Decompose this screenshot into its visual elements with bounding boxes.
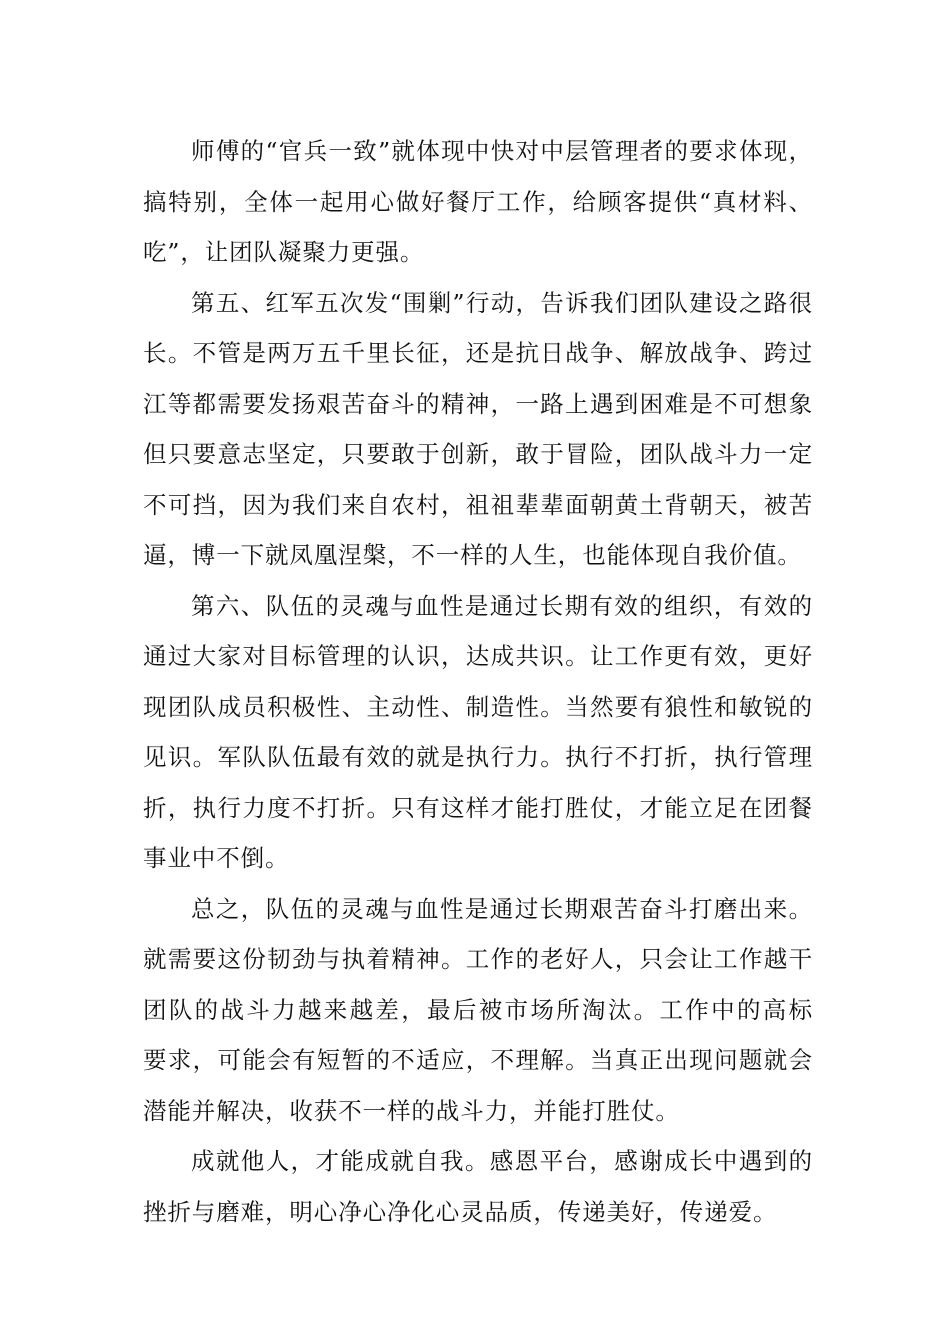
paragraph-4-line-4: 要求，可能会有短暂的不适应，不理解。当真正出现问题就会 [143,1046,813,1074]
paragraph-2-line-5: 不可挡，因为我们来自农村，祖祖辈辈面朝黄土背朝天，被苦 [143,490,813,519]
paragraph-3-line-1: 第六、队伍的灵魂与血性是通过长期有效的组织，有效的 [191,591,813,620]
paragraph-4-line-3: 团队的战斗力越来越差，最后被市场所淘汰。工作中的高标 [143,995,813,1024]
paragraph-2-line-2: 长。不管是两万五千里长征，还是抗日战争、解放战争、跨过 [143,339,813,367]
paragraph-4-line-5: 潜能并解决，收获不一样的战斗力，并能打胜仗。 [143,1096,680,1125]
paragraph-2-line-1: 第五、红军五次发“围剿”行动，告诉我们团队建设之路很 [191,288,813,317]
paragraph-2-line-6: 逼，博一下就凤凰涅槃，不一样的人生，也能体现自我价值。 [143,541,802,569]
paragraph-3-line-4: 见识。军队队伍最有效的就是执行力。执行不打折，执行管理 [143,743,813,771]
paragraph-1-line-1: 师傅的“官兵一致”就体现中快对中层管理者的要求体现， [191,137,813,165]
paragraph-4-line-2: 就需要这份韧劲与执着精神。工作的老好人，只会让工作越干 [143,945,813,973]
paragraph-3-line-5: 折，执行力度不打折。只有这样才能打胜仗，才能立足在团餐 [143,793,813,822]
paragraph-5-line-2: 挫折与磨难，明心净心净化心灵品质，传递美好，传递爱。 [143,1197,778,1226]
paragraph-2-line-4: 但只要意志坚定，只要敢于创新，敢于冒险，团队战斗力一定 [143,440,813,468]
paragraph-5-line-1: 成就他人，才能成就自我。感恩平台，感谢成长中遇到的 [191,1147,813,1175]
paragraph-2-line-3: 江等都需要发扬艰苦奋斗的精神，一路上遇到困难是不可想象 [143,389,813,418]
paragraph-3-line-2: 通过大家对目标管理的认识，达成共识。让工作更有效，更好 [143,642,813,670]
paragraph-3-line-3: 现团队成员积极性、主动性、制造性。当然要有狼性和敏锐的 [143,692,813,721]
paragraph-4-line-1: 总之，队伍的灵魂与血性是通过长期艰苦奋斗打磨出来。 [191,894,813,923]
paragraph-1-line-3: 吃”，让团队凝聚力更强。 [143,238,425,266]
paragraph-3-line-6: 事业中不倒。 [143,844,290,872]
paragraph-1-line-2: 搞特别，全体一起用心做好餐厅工作，给顾客提供“真材料、 [143,187,813,216]
document-body [143,126,813,1237]
